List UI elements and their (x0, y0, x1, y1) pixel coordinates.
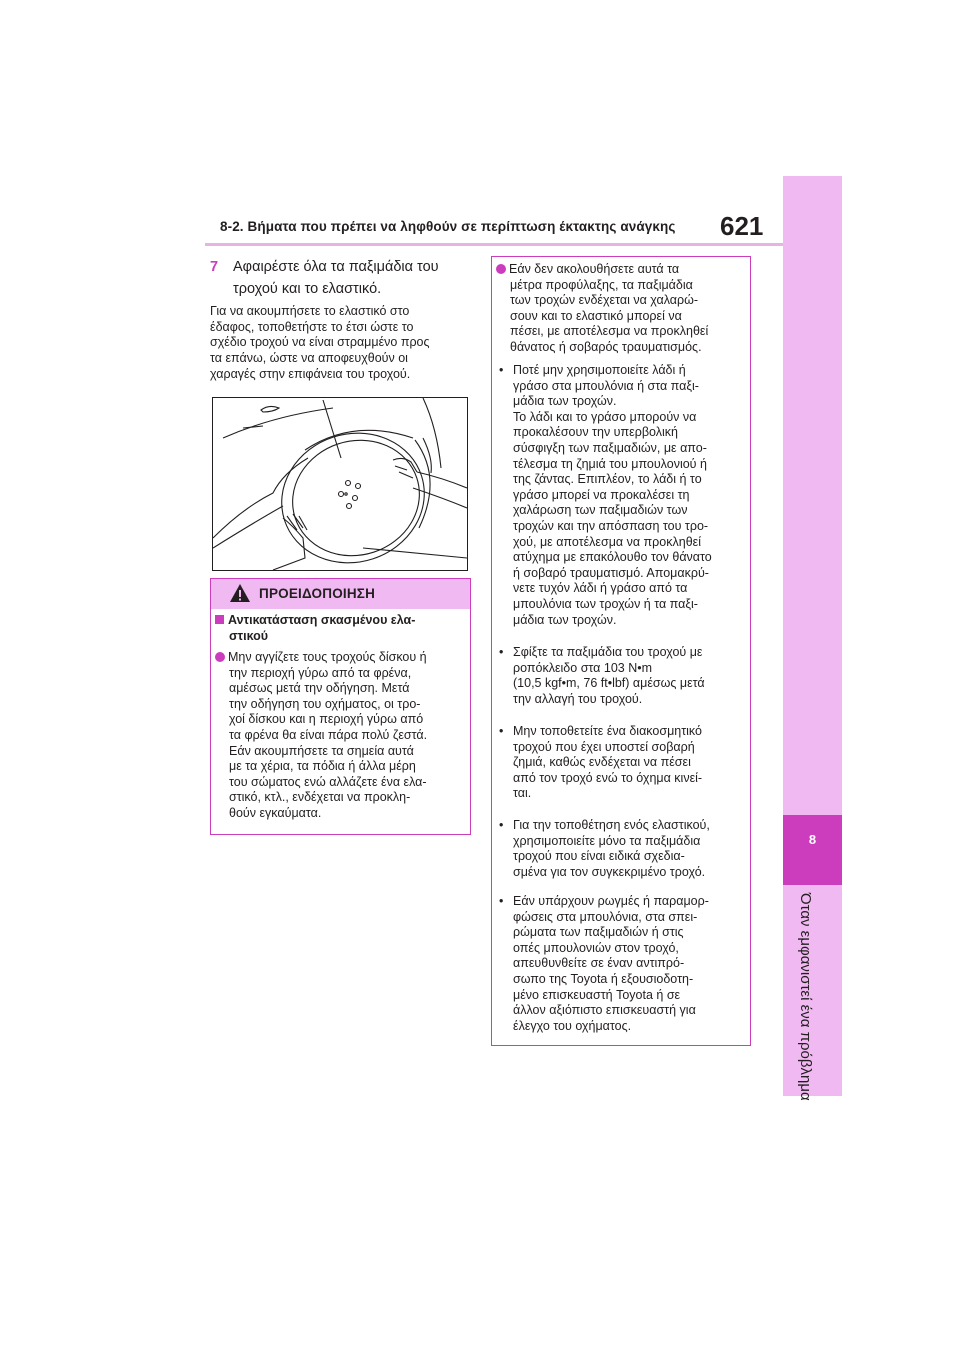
subheading-line: Αντικατάσταση σκασμένου ελα- (228, 613, 416, 627)
bullet-line: ροπόκλειδο στα 103 N•m (513, 660, 653, 675)
section-title: 8-2. Βήματα που πρέπει να ληφθούν σε περίπτωση έκτακτης ανάγκης (220, 219, 676, 234)
body-line: χαραγές στην επιφάνεια του τροχού. (210, 366, 411, 381)
warning-text (215, 650, 465, 822)
wheel-removal-illustration (212, 397, 468, 571)
bullet-line: μένο επισκευαστή Toyota ή σε (513, 987, 681, 1002)
bullet-line: φώσεις στα μπουλόνια, στα σπει- (513, 909, 698, 924)
bullet-line: τροχού που έχει υποστεί σοβαρή (513, 739, 695, 754)
bullet-line: ατύχημα με επακόλουθο τον θάνατο (513, 550, 712, 565)
warning-line: Μην αγγίζετε τους τροχούς δίσκου ή (228, 650, 427, 664)
bullet-icon: • (499, 894, 504, 908)
warning-line: τα φρένα θα είναι πάρα πολύ ζεστά. (229, 727, 428, 742)
intro-line: πέσει, με αποτέλεσμα να προκληθεί (510, 324, 709, 339)
warning-continuation-box (491, 256, 751, 1046)
warning-line: θούν εγκαύματα. (229, 805, 322, 820)
bullet-line: τροχών και την απόσπαση του τρο- (513, 518, 709, 533)
warning-header (211, 579, 470, 609)
warning-subheading (215, 613, 465, 644)
warning-line: με τα χέρια, τα πόδια ή άλλα μέρη (229, 759, 416, 774)
circle-bullet-icon (215, 652, 225, 662)
subheading-line: στικού (229, 628, 269, 643)
bullet-line: τέλεσμα τη ζημιά του μπουλονιού ή (513, 456, 707, 471)
bullet-line: άλλον αξιόπιστο επισκευαστή για (513, 1003, 696, 1018)
tire-illustration (213, 398, 467, 570)
bullet-line: από τον τροχό ενώ το όχημα κινεί- (513, 770, 703, 785)
bullet-line: της ζάντας. Επιπλέον, το λάδι ή το (513, 472, 702, 487)
body-line: έδαφος, τοποθετήστε το έτσι ώστε το (210, 319, 414, 334)
bullet-line: μάδια των τροχών. (513, 612, 617, 627)
bullet-line: οπές μπουλονιών στον τροχό, (513, 940, 679, 955)
bullet-line: προκαλέσουν την υπερβολική (513, 425, 678, 440)
bullet-line: ται. (513, 786, 532, 801)
bullet-line: μπουλόνια των τροχών ή τα παξι- (513, 596, 698, 611)
bullet-icon: • (499, 818, 504, 832)
warning-triangle-icon (229, 583, 251, 603)
step-line: τροχού και το ελαστικό. (233, 281, 382, 297)
bullet-line: χού, με αποτέλεσμα να προκληθεί (513, 534, 701, 549)
chapter-tab-marker (783, 815, 842, 885)
chapter-title: Όταν εμφανιστεί ένα πρόβλημα (797, 893, 814, 1101)
bullet-line: απευθυνθείτε σε έναν αντιπρό- (513, 956, 685, 971)
step-number: 7 (210, 259, 219, 275)
bullet-line: Το λάδι και το γράσο μπορούν να (513, 409, 697, 424)
square-bullet-icon (215, 615, 224, 624)
intro-line: σουν και το ελαστικό μπορεί να (510, 308, 682, 323)
intro-line: μέτρα προφύλαξης, τα παξιμάδια (510, 277, 693, 292)
intro-line: των τροχών ενδέχεται να χαλαρώ- (510, 293, 699, 308)
bullet-icon: • (499, 645, 504, 659)
warning-line: αμέσως μετά την οδήγηση. Μετά (229, 681, 410, 696)
bullet-line: χαλάρωση των παξιμαδιών των (513, 503, 688, 518)
bullet-line: ρώματα των παξιμαδιών ή στις (513, 925, 684, 940)
intro-line: θάνατος ή σοβαρός τραυματισμός. (510, 339, 702, 354)
bullet-line: τροχού που είναι ειδικά σχεδια- (513, 849, 685, 864)
bullet-line: Μην τοποθετείτε ένα διακοσμητικό (513, 724, 702, 738)
warning-line: την οδήγηση του οχήματος, οι τρο- (229, 696, 421, 711)
step-text (233, 256, 473, 300)
bullet-line: Ποτέ μην χρησιμοποιείτε λάδι ή (513, 363, 686, 377)
step-line: Αφαιρέστε όλα τα παξιμάδια του (233, 259, 439, 275)
body-line: σχέδιο τροχού να είναι στραμμένο προς (210, 335, 430, 350)
warning-box (210, 578, 471, 835)
bullet-line: σωπο της Toyota ή εξουσιοδοτη- (513, 971, 694, 986)
intro-line: Εάν δεν ακολουθήσετε αυτά τα (509, 262, 680, 276)
page-number: 621 (720, 211, 764, 241)
body-line: Για να ακουμπήσετε το ελαστικό στο (210, 304, 410, 318)
bullet-line: Για την τοποθέτηση ενός ελαστικού, (513, 818, 710, 832)
bullet-line: την αλλαγή του τροχού. (513, 691, 643, 706)
body-line: τα επάνω, ώστε να αποφευχθούν οι (210, 351, 408, 366)
bullet-line: ή σοβαρό τραυματισμό. Απομακρύ- (513, 565, 709, 580)
bullet-icon: • (499, 724, 504, 738)
header-rule (205, 243, 783, 246)
bullet-line: χρησιμοποιείτε μόνο τα παξιμάδια (513, 833, 701, 848)
intro-paragraph (496, 262, 746, 356)
bullet-line: μάδια των τροχών. (513, 394, 617, 409)
warning-label: ΠΡΟΕΙΔΟΠΟΙΗΣΗ (259, 586, 376, 601)
bullet-icon: • (499, 363, 504, 377)
bullet-line: Σφίξτε τα παξιμάδια του τροχού με (513, 645, 703, 659)
body-paragraph (210, 304, 470, 383)
warning-line: χοί δίσκου και η περιοχή γύρω από (229, 712, 424, 727)
bullet-line: γράσο στα μπουλόνια ή στα παξι- (513, 378, 699, 393)
bullet-line: σμένα για τον συγκεκριμένο τροχό. (513, 864, 706, 879)
bullet-line: νετε τυχόν λάδι ή γράσο από τα (513, 581, 688, 596)
bullet-line: (10,5 kgf•m, 76 ft•lbf) αμέσως μετά (513, 676, 705, 691)
chapter-number: 8 (808, 832, 817, 847)
bullet-line: ζημιά, καθώς ενδέχεται να πέσει (513, 755, 691, 770)
circle-bullet-icon (496, 264, 506, 274)
bullet-line: γράσο μπορεί να προκαλέσει τη (513, 487, 690, 502)
bullet-line: έλεγχο του οχήματος. (513, 1018, 632, 1033)
warning-line: Εάν ακουμπήσετε τα σημεία αυτά (229, 743, 414, 758)
warning-line: την περιοχή γύρω από τα φρένα, (229, 665, 412, 680)
warning-line: του σώματος ενώ αλλάζετε ένα ελα- (229, 774, 427, 789)
warning-line: στικό, κτλ., ενδέχεται να προκλη- (229, 790, 411, 805)
bullet-line: σύσφιγξη των παξιμαδιών, με απο- (513, 440, 707, 455)
bullet-line: Εάν υπάρχουν ρωγμές ή παραμορ- (513, 894, 709, 908)
